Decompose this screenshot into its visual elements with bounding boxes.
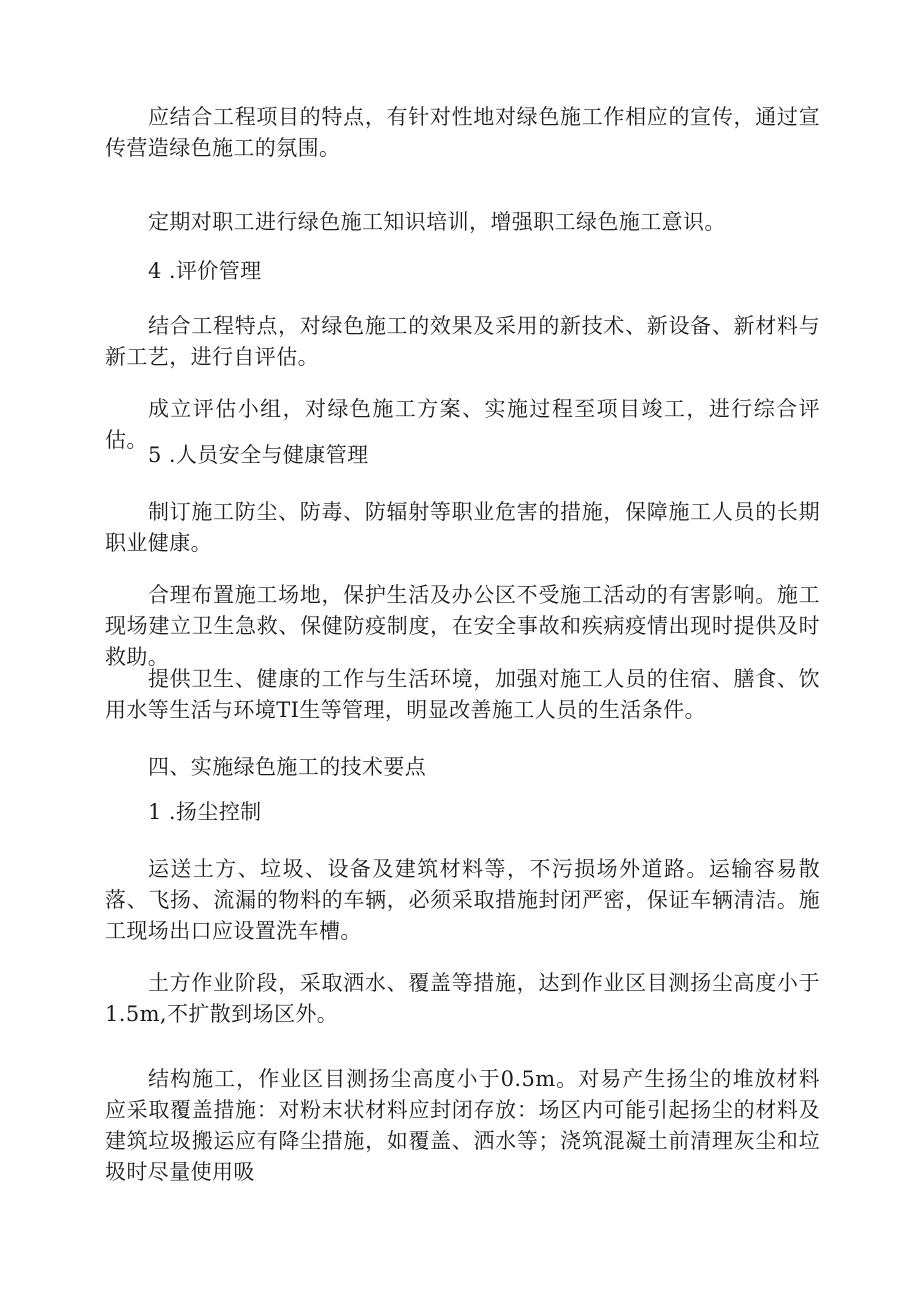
paragraph-occupational-hazards: 制订施工防尘、防毒、防辐射等职业危害的措施，保障施工人员的长期职业健康。	[105, 500, 820, 555]
paragraph-evaluation-group: 成立评估小组，对绿色施工方案、实施过程至项目竣工，进行综合评估。	[105, 397, 820, 452]
paragraph-earthwork: 土方作业阶段，采取洒水、覆盖等措施，达到作业区目测扬尘高度小于1.5m,不扩散到场区外。	[105, 971, 820, 1026]
heading-dust-control: 1 .扬尘控制	[148, 800, 262, 824]
paragraph-site-layout: 合理布置施工场地，保护生活及办公区不受施工活动的有害影响。施工现场建立卫生急救、保健防疫制度，在安全事故和疾病疫情出现时提供及时救助。	[105, 583, 820, 669]
heading-technical-points: 四、实施绿色施工的技术要点	[148, 755, 427, 779]
heading-evaluation-management: 4 .评价管理	[148, 259, 262, 283]
paragraph-transport: 运送土方、垃圾、设备及建筑材料等，不污损场外道路。运输容易散落、飞扬、流漏的物料的车辆，必须采取措施封闭严密，保证车辆清洁。施工现场出口应设置洗车槽。	[105, 857, 820, 943]
heading-safety-health: 5 .人员安全与健康管理	[148, 443, 369, 467]
paragraph-training: 定期对职工进行绿色施工知识培训，增强职工绿色施工意识。	[148, 210, 726, 234]
paragraph-self-evaluation: 结合工程特点，对绿色施工的效果及采用的新技术、新设备、新材料与新工艺，进行自评估。	[105, 314, 820, 369]
paragraph-structure-construction: 结构施工，作业区目测扬尘高度小于0.5m。对易产生扬尘的堆放材料应采取覆盖措施：对粉末状材料应封闭存放：场区内可能引起扬尘的材料及建筑垃圾搬运应有降尘措施，如覆盖、洒水等；浇筑混凝土前清理灰尘和垃圾时尽量使用吸	[105, 1067, 820, 1184]
paragraph-publicity: 应结合工程项目的特点，有针对性地对绿色施工作相应的宣传，通过宣传营造绿色施工的氛围。	[105, 105, 820, 160]
paragraph-living-conditions: 提供卫生、健康的工作与生活环境，加强对施工人员的住宿、膳食、饮用水等生活与环境TI生等管理，明显改善施工人员的生活条件。	[105, 667, 820, 722]
